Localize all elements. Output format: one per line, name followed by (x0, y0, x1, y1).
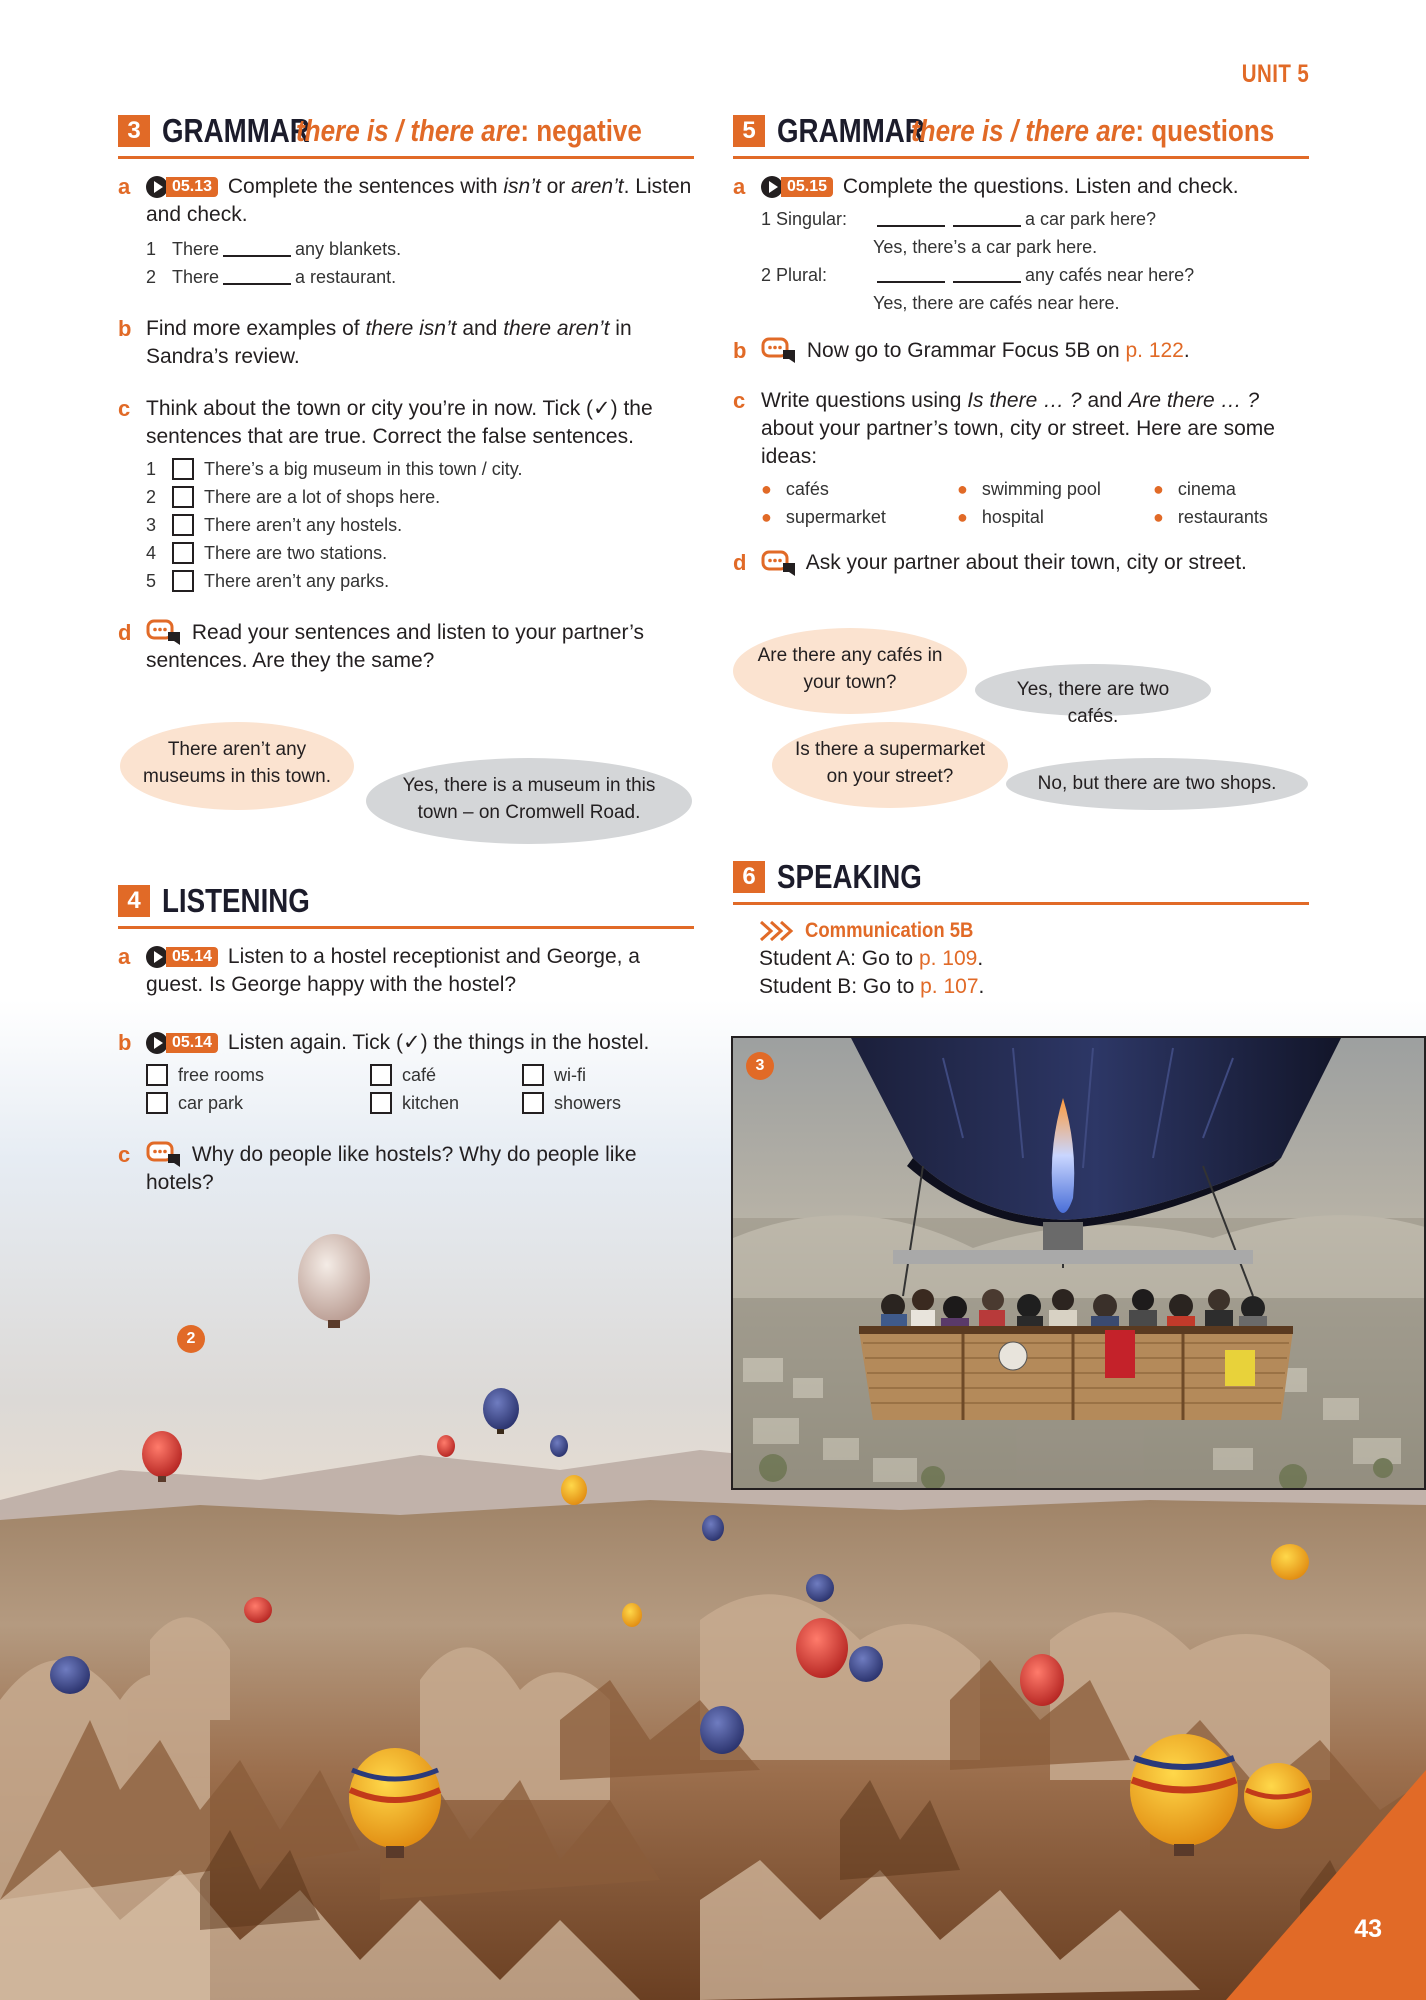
page-number: 43 (1354, 1915, 1382, 1943)
task-3c: c Think about the town or city you’re in now. Tick (✓) the sentences that are true. Correct the false sentences. 1 There’s a big museum in this town / city. 2 There are a lot of shops here. 3 There aren’t any hostels. 4 There are two stations. 5 There aren’t any parks. (118, 395, 694, 595)
task-4c: c Why do people like hostels? Why do people like hotels? (118, 1142, 637, 1195)
tick-checkbox[interactable] (146, 1064, 168, 1086)
task-4b: b 05.14 Listen again. Tick (✓) the things in the hostel. free rooms café wi-fi car park kitchen showers (118, 1029, 694, 1117)
section-6 (733, 858, 1309, 1001)
audio-track-button[interactable]: 05.13 (146, 176, 218, 198)
speech-bubble: There aren’t any museums in this town. (120, 722, 354, 810)
tick-list (146, 455, 694, 595)
question-gap-list: 1 Singular: a car park here? Yes, there’s a car park here. 2 Plural: any cafés near here? Yes, there are cafés near here. (761, 209, 1195, 313)
section-4-header: 4 LISTENING (118, 882, 694, 929)
task-5c: c Write questions using Is there … ? and Are there … ? about your partner’s town, city or street. Here are some ideas: ● cafés ● swimming pool ● cinema ● supermarket ● hospital ● restaurants (733, 387, 1309, 531)
list-item: 1 There’s a big museum in this town / city. (146, 459, 523, 479)
left-column (118, 112, 694, 675)
ideas-list: ● cafés ● swimming pool ● cinema ● supermarket ● hospital ● restaurants (761, 479, 1268, 528)
student-b-link[interactable]: p. 107 (920, 975, 979, 998)
play-icon (146, 176, 168, 198)
task-3b: b Find more examples of there isn’t and there aren’t in Sandra’s review. (118, 316, 632, 368)
picture-number-2: 2 (177, 1325, 205, 1353)
list-item: 1 There any blankets. (146, 239, 402, 259)
task-letter: a (118, 174, 131, 199)
list-item: 2 There are a lot of shops here. (146, 487, 441, 507)
tick-checkbox[interactable] (370, 1064, 392, 1086)
play-icon (146, 1032, 168, 1054)
audio-track-button[interactable]: 05.15 (761, 176, 833, 198)
speaking-pair-icon (146, 1141, 182, 1169)
speaking-pair-icon (146, 619, 182, 647)
play-icon (146, 946, 168, 968)
tick-checkbox[interactable] (522, 1064, 544, 1086)
unit-label: UNIT 5 (1241, 60, 1309, 88)
task-3a: a 05.13 Complete the sentences with isn’t or aren’t. Listen and check. 1 There any blankets. 2 There a restaurant. (118, 173, 694, 291)
speech-bubble: Yes, there are two cafés. (975, 664, 1211, 716)
list-item: 5 There aren’t any parks. (146, 571, 390, 591)
communication-block: Communication 5B Student A: Go to p. 109. Student B: Go to p. 107. (759, 919, 985, 998)
answer-blank[interactable] (223, 269, 291, 285)
tick-checkbox[interactable] (172, 514, 194, 536)
tick-checkbox[interactable] (146, 1092, 168, 1114)
answer-blank[interactable] (877, 267, 945, 283)
task-3d: d Read your sentences and listen to your partner’s sentences. Are they the same? (118, 620, 644, 673)
tick-checkbox[interactable] (172, 486, 194, 508)
gap-fill-list (146, 235, 694, 291)
page-corner-triangle (1226, 1770, 1426, 2000)
double-arrow-icon (759, 920, 799, 942)
section-title: GRAMMAR (162, 112, 310, 149)
tick-options: free rooms café wi-fi car park kitchen showers (146, 1061, 694, 1117)
speech-bubble: Is there a supermarket on your street? (772, 722, 1008, 808)
section-subtitle: there is / there are: negative (295, 113, 642, 148)
picture-number-3: 3 (746, 1052, 774, 1080)
speech-bubble: Are there any cafés in your town? (733, 628, 967, 714)
tick-checkbox[interactable] (172, 570, 194, 592)
tick-checkbox[interactable] (172, 542, 194, 564)
answer-blank[interactable] (953, 211, 1021, 227)
answer-blank[interactable] (953, 267, 1021, 283)
section-3-header (118, 112, 694, 159)
task-5a: a 05.15 Complete the questions. Listen and check. 1 Singular: a car park here? Yes, there’s a car park here. 2 Plural: any cafés near here? Yes, there are cafés near here. (733, 173, 1309, 317)
balloon-basket-photo (731, 1036, 1426, 1490)
answer-blank[interactable] (223, 241, 291, 257)
balloon-basket-image (733, 1038, 1426, 1490)
speech-bubble: Yes, there is a museum in this town – on Cromwell Road. (366, 758, 692, 844)
tick-checkbox[interactable] (522, 1092, 544, 1114)
communication-title: Communication 5B (805, 919, 974, 942)
section-4 (118, 882, 694, 1197)
list-item: 3 There aren’t any hostels. (146, 515, 403, 535)
section-6-header: 6 SPEAKING (733, 858, 1309, 905)
task-5d: d Ask your partner about their town, city or street. (733, 549, 1309, 577)
task-5b: b Now go to Grammar Focus 5B on p. 122. (733, 337, 1309, 365)
audio-track-button[interactable]: 05.14 (146, 1032, 218, 1054)
list-item: 4 There are two stations. (146, 543, 388, 563)
speech-bubble: No, but there are two shops. (1006, 758, 1308, 810)
audio-track-button[interactable]: 05.14 (146, 946, 218, 968)
student-a-link[interactable]: p. 109 (918, 947, 978, 970)
speaking-pair-icon (761, 337, 797, 365)
section-number: 3 (118, 115, 150, 147)
grammar-focus-link[interactable]: p. 122 (1125, 339, 1184, 362)
list-item: 2 There a restaurant. (146, 267, 397, 287)
answer-blank[interactable] (877, 211, 945, 227)
play-icon (761, 176, 783, 198)
speaking-pair-icon (761, 550, 797, 578)
tick-checkbox[interactable] (172, 458, 194, 480)
tick-checkbox[interactable] (370, 1092, 392, 1114)
section-5-header: 5 GRAMMAR there is / there are: questions (733, 112, 1309, 159)
right-column (733, 112, 1309, 578)
task-4a: a 05.14 Listen to a hostel receptionist and George, a guest. Is George happy with the hostel? (118, 944, 640, 996)
